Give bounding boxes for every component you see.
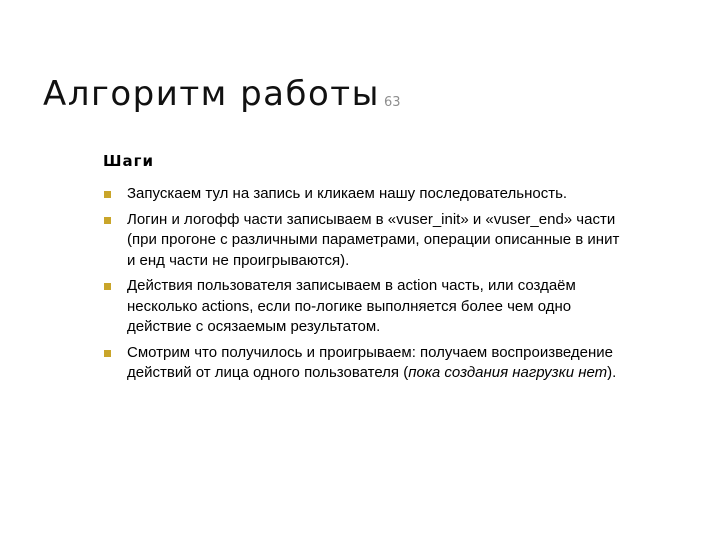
list-item-text: Действия пользователя записываем в action часть, или создаём несколько actions, если по-логике выполняется более чем одно действие с осязаемым результатом. [127,277,576,335]
title-row [43,74,400,114]
list-item [103,210,643,272]
list-item [103,343,643,384]
list-item-text-before: Смотрим что получилось и проигрываем: получаем воспроизведение действий от лица одного пользователя ( [127,343,614,381]
list-item [103,184,643,205]
list-item-text-after: ). [607,364,617,381]
square-bullet-icon [104,191,111,198]
steps-list [103,184,643,384]
square-bullet-icon [104,217,111,224]
slide-title: Алгоритм работы [43,74,380,114]
list-item [103,276,643,338]
list-item-text: Логин и логофф части записываем в «vuser_init» и «vuser_end» части (при прогоне с различными параметрами, операции описанные в инит и енд части не проигрываются). [127,210,620,269]
list-item-text: Запускаем тул на запись и кликаем нашу последовательность. [127,185,568,202]
list-item-text [127,343,627,384]
square-bullet-icon [104,283,111,290]
slide-number: 63 [383,95,401,110]
square-bullet-icon [104,350,111,357]
slide-content [103,152,643,389]
steps-heading: Шаги [103,152,154,170]
list-item-text-italic: пока создания нагрузки нет [408,364,608,381]
